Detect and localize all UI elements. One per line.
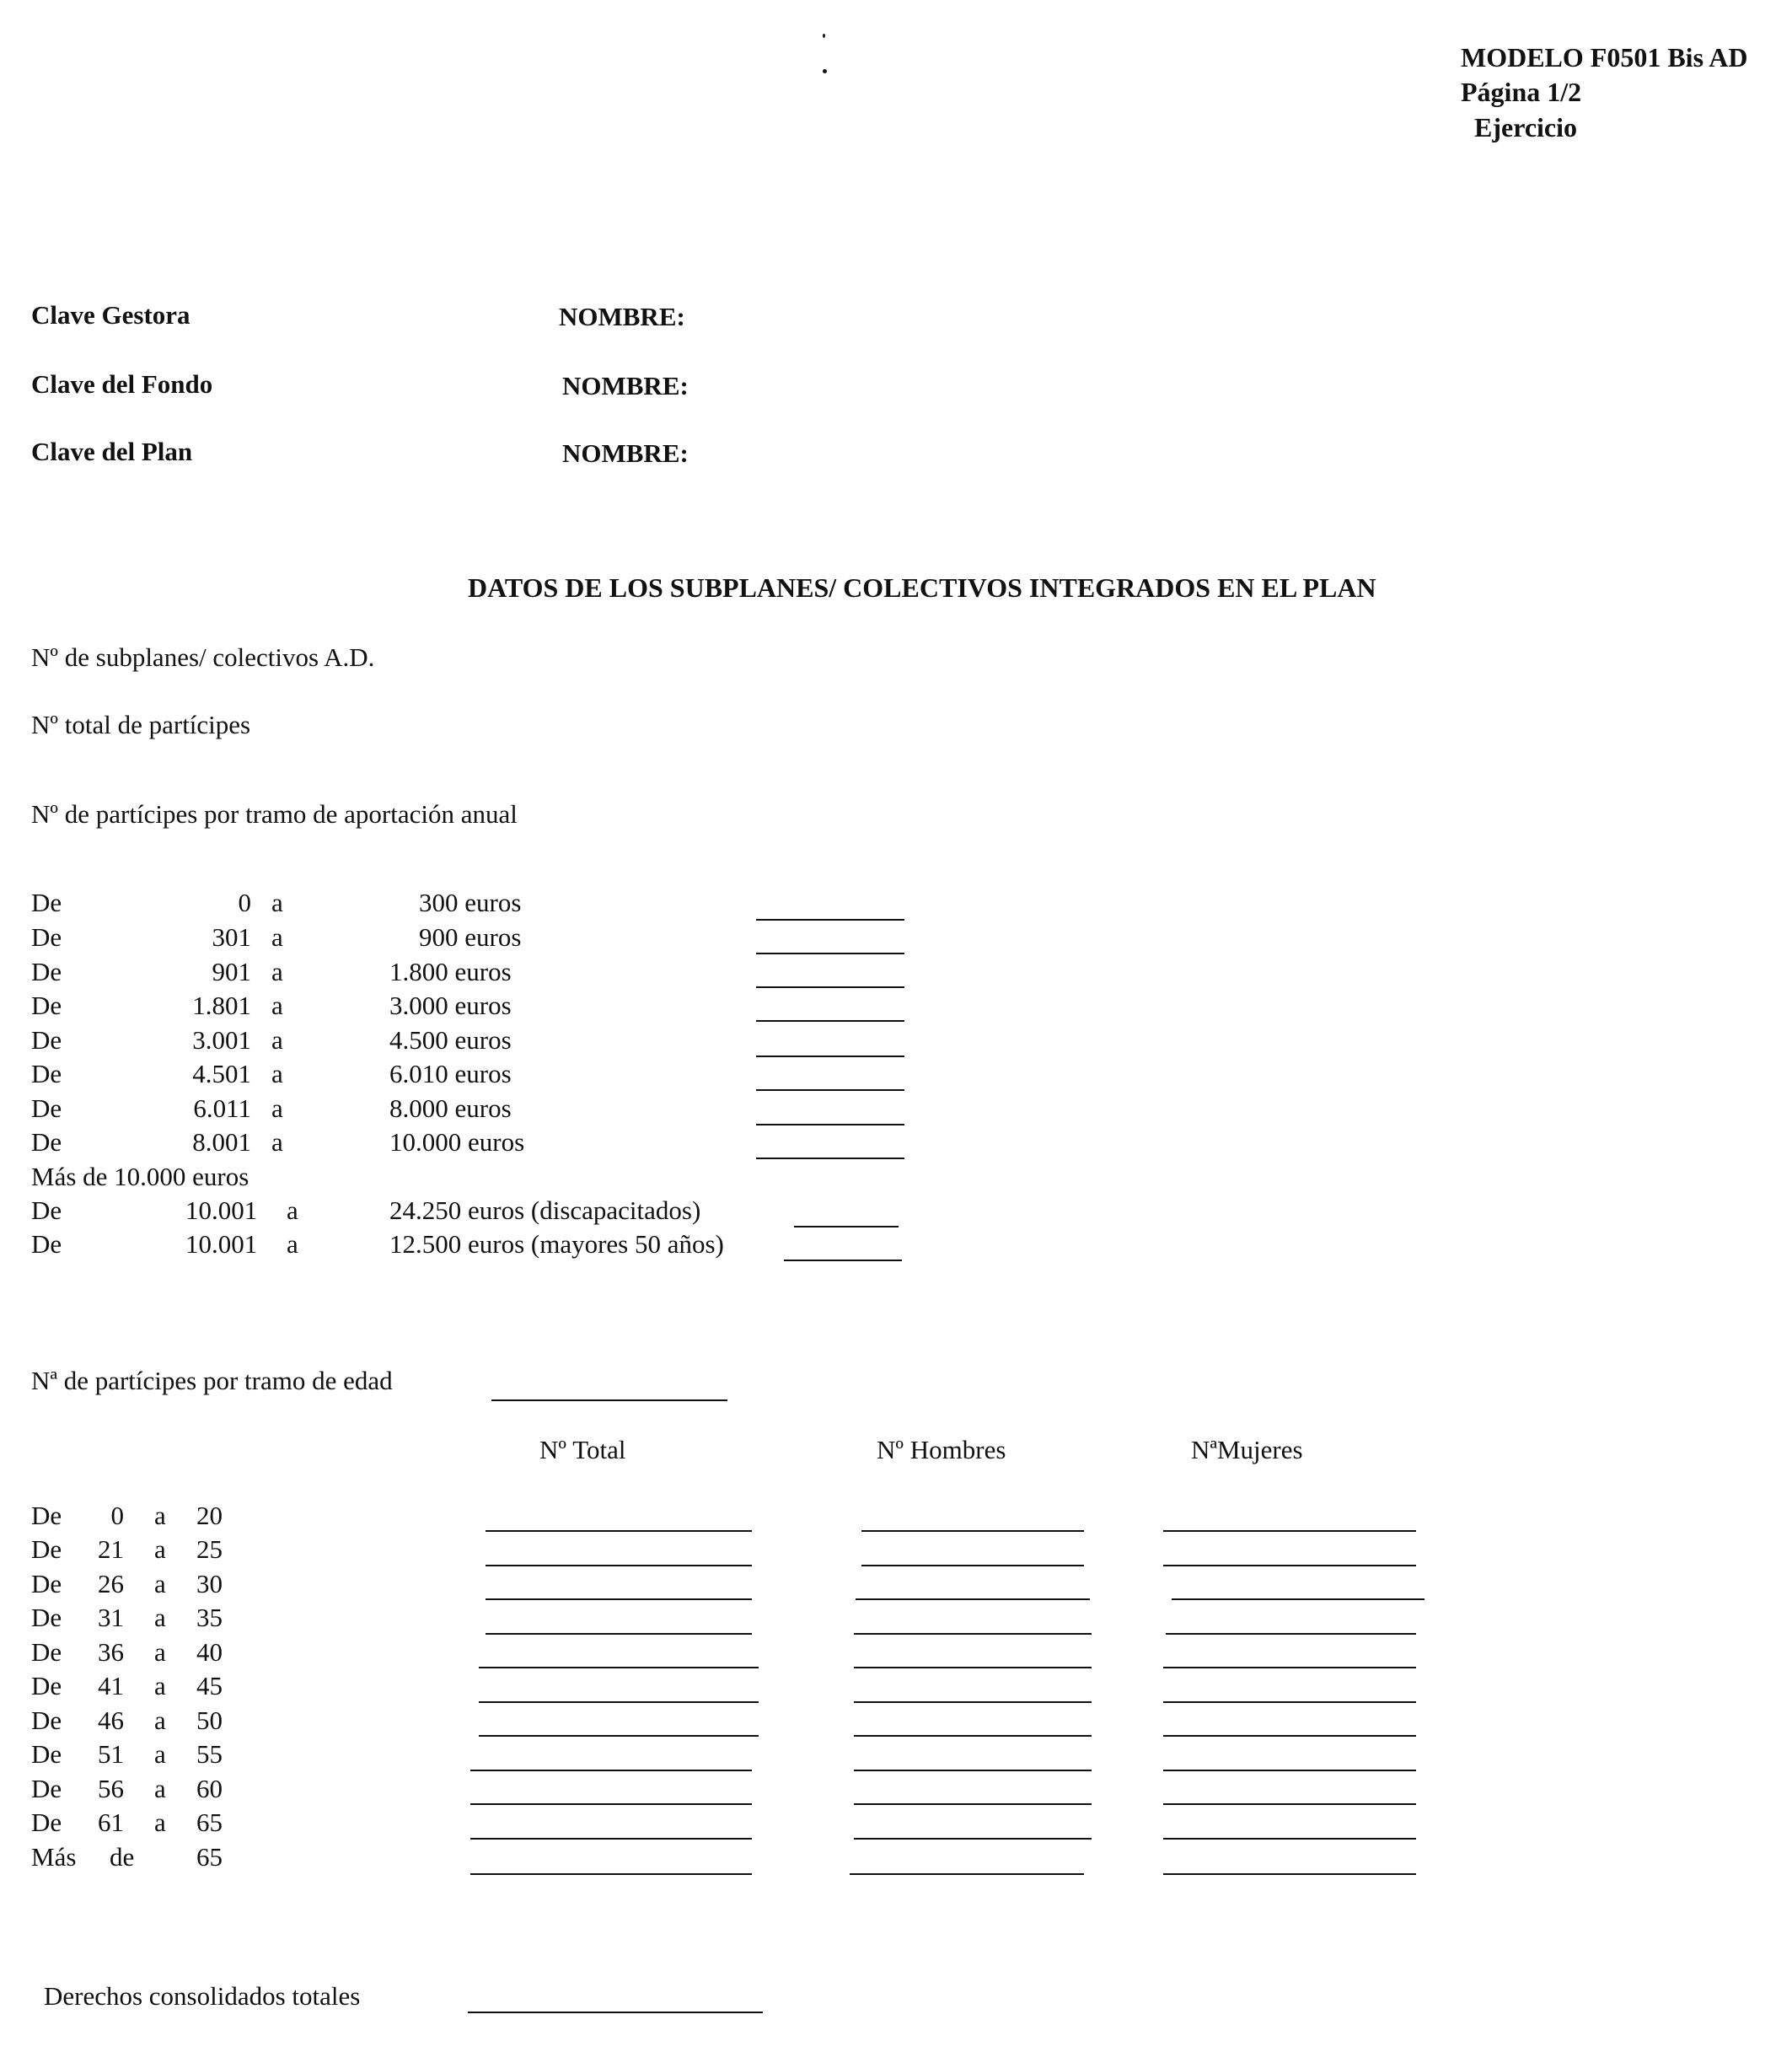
age-row-de: De: [31, 1739, 62, 1769]
rights-label: Derechos consolidados totales: [44, 1981, 361, 2011]
col-total-header: Nº Total: [539, 1435, 626, 1464]
age-row-a: a: [154, 1808, 166, 1837]
row-de: De: [31, 1127, 62, 1157]
age-row-to: 25: [196, 1534, 223, 1564]
row-a: a: [271, 922, 283, 952]
row-from: 4.501: [192, 1059, 251, 1088]
age-row-from: 41: [98, 1671, 124, 1700]
plan-key-label: Clave del Plan: [31, 437, 193, 466]
row-from: 0: [238, 888, 251, 917]
age-row-de: De: [31, 1671, 62, 1700]
age-total-blank[interactable]: [479, 1701, 759, 1703]
row-from: 10.001: [185, 1195, 258, 1225]
age-row-de: De: [31, 1808, 62, 1837]
row-to: 300 euros: [419, 888, 522, 917]
row-de: De: [31, 922, 62, 952]
age-women-blank[interactable]: [1166, 1633, 1416, 1635]
age-row-to: 20: [196, 1501, 223, 1530]
age-men-blank[interactable]: [850, 1873, 1084, 1875]
section-title: DATOS DE LOS SUBPLANES/ COLECTIVOS INTEGRADOS EN EL PLAN: [468, 572, 1376, 603]
row-to: 8.000 euros: [389, 1093, 512, 1123]
row-a: a: [287, 1195, 298, 1225]
age-women-blank[interactable]: [1163, 1735, 1416, 1737]
scan-mark: [823, 34, 825, 38]
total-participes-label: Nº total de partícipes: [31, 710, 251, 739]
age-women-blank[interactable]: [1172, 1598, 1424, 1600]
contribution-blank[interactable]: [784, 1260, 902, 1261]
row-to: 4.500 euros: [389, 1025, 512, 1055]
gestora-name-label: NOMBRE:: [559, 302, 685, 331]
fondo-key-label: Clave del Fondo: [31, 369, 213, 399]
age-row-de: De: [31, 1774, 62, 1803]
row-a: a: [271, 1025, 283, 1055]
row-de: De: [31, 1059, 62, 1088]
row-to: 12.500 euros (mayores 50 años): [389, 1229, 724, 1259]
age-men-blank[interactable]: [861, 1530, 1084, 1532]
age-row-to: 65: [196, 1808, 223, 1837]
age-row-from: 21: [98, 1534, 124, 1564]
age-row-de: De: [31, 1534, 62, 1564]
age-row-de: De: [31, 1569, 62, 1598]
row-a: a: [271, 957, 283, 986]
model-code: MODELO F0501 Bis AD: [1461, 42, 1748, 73]
age-row-de: De: [31, 1501, 62, 1530]
contribution-blank[interactable]: [756, 1089, 904, 1091]
age-women-blank[interactable]: [1163, 1838, 1416, 1840]
row-to: 3.000 euros: [389, 991, 512, 1020]
age-total-blank[interactable]: [491, 1399, 727, 1401]
gestora-key-label: Clave Gestora: [31, 300, 190, 330]
row-de: De: [31, 888, 62, 917]
row-a: a: [271, 1059, 283, 1088]
age-row-from: 46: [98, 1706, 124, 1735]
age-row-from: 61: [98, 1808, 124, 1837]
age-women-blank[interactable]: [1163, 1873, 1416, 1875]
age-men-blank[interactable]: [854, 1633, 1092, 1635]
age-row-from: 56: [98, 1774, 124, 1803]
fondo-name-label: NOMBRE:: [562, 371, 689, 400]
col-women-header: NªMujeres: [1191, 1435, 1303, 1464]
scan-mark: [823, 69, 827, 73]
age-men-blank[interactable]: [854, 1770, 1092, 1771]
row-from: 10.001: [185, 1229, 258, 1259]
age-row-from: 0: [110, 1501, 124, 1530]
age-row-to: 30: [196, 1569, 223, 1598]
row-de: De: [31, 1025, 62, 1055]
row-de: De: [31, 1229, 62, 1259]
age-total-blank[interactable]: [486, 1530, 752, 1532]
year-label: Ejercicio: [1474, 112, 1578, 142]
row-a: a: [271, 991, 283, 1020]
age-title: Nª de partícipes por tramo de edad: [31, 1366, 393, 1395]
row-from: 3.001: [192, 1025, 251, 1055]
row-a: a: [271, 888, 283, 917]
age-row-de: Más: [31, 1842, 77, 1872]
age-row-a: a: [154, 1739, 166, 1769]
row-from: 901: [212, 957, 251, 986]
age-women-blank[interactable]: [1163, 1667, 1416, 1668]
age-row-a: a: [154, 1637, 166, 1667]
contribution-blank[interactable]: [794, 1226, 899, 1227]
row-a: a: [271, 1127, 283, 1157]
age-men-blank[interactable]: [854, 1701, 1092, 1703]
age-row-to: 60: [196, 1774, 223, 1803]
age-men-blank[interactable]: [854, 1667, 1092, 1668]
contribution-blank[interactable]: [756, 953, 904, 954]
contribution-blank[interactable]: [756, 919, 904, 921]
age-women-blank[interactable]: [1163, 1530, 1416, 1532]
age-row-to: 50: [196, 1706, 223, 1735]
rights-blank[interactable]: [468, 2012, 763, 2013]
age-row-a: a: [154, 1603, 166, 1632]
over-10000-label: Más de 10.000 euros: [31, 1162, 249, 1191]
age-row-a: a: [154, 1569, 166, 1598]
contribution-blank[interactable]: [756, 1020, 904, 1022]
age-row-a: a: [154, 1671, 166, 1700]
contribution-blank[interactable]: [756, 1056, 904, 1057]
age-women-blank[interactable]: [1163, 1803, 1416, 1805]
age-total-blank[interactable]: [470, 1838, 752, 1840]
age-men-blank[interactable]: [854, 1838, 1092, 1840]
age-total-blank[interactable]: [470, 1873, 752, 1875]
row-from: 8.001: [192, 1127, 251, 1157]
contribution-title: Nº de partícipes por tramo de aportación anual: [31, 799, 518, 829]
age-row-a: a: [154, 1774, 166, 1803]
age-row-from: 31: [98, 1603, 124, 1632]
age-row-a: a: [154, 1534, 166, 1564]
row-de: De: [31, 991, 62, 1020]
age-total-blank[interactable]: [470, 1770, 752, 1771]
age-row-to: 55: [196, 1739, 223, 1769]
age-men-blank[interactable]: [854, 1735, 1092, 1737]
age-row-to: 40: [196, 1637, 223, 1667]
age-row-from: de: [110, 1842, 135, 1872]
contribution-blank[interactable]: [756, 1124, 904, 1125]
age-total-blank[interactable]: [486, 1633, 752, 1635]
age-men-blank[interactable]: [861, 1565, 1084, 1566]
row-a: a: [287, 1229, 298, 1259]
age-total-blank[interactable]: [479, 1667, 759, 1668]
age-row-from: 51: [98, 1739, 124, 1769]
age-row-from: 36: [98, 1637, 124, 1667]
age-row-from: 26: [98, 1569, 124, 1598]
age-row-to: 45: [196, 1671, 223, 1700]
age-row-to: 35: [196, 1603, 223, 1632]
row-to: 900 euros: [419, 922, 522, 952]
age-total-blank[interactable]: [486, 1565, 752, 1566]
col-men-header: Nº Hombres: [877, 1435, 1006, 1464]
row-de: De: [31, 957, 62, 986]
age-women-blank[interactable]: [1163, 1770, 1416, 1771]
row-to: 10.000 euros: [389, 1127, 525, 1157]
row-from: 301: [212, 922, 251, 952]
age-total-blank[interactable]: [470, 1803, 752, 1805]
age-row-de: De: [31, 1637, 62, 1667]
row-to: 1.800 euros: [389, 957, 512, 986]
row-de: De: [31, 1195, 62, 1225]
row-from: 1.801: [192, 991, 251, 1020]
num-subplanes-label: Nº de subplanes/ colectivos A.D.: [31, 642, 375, 672]
row-to: 6.010 euros: [389, 1059, 512, 1088]
age-row-to: 65: [196, 1842, 223, 1872]
row-from: 6.011: [193, 1093, 251, 1123]
age-total-blank[interactable]: [486, 1598, 752, 1600]
page-number: Página 1/2: [1461, 77, 1582, 107]
row-to: 24.250 euros (discapacitados): [389, 1195, 701, 1225]
age-row-de: De: [31, 1706, 62, 1735]
age-women-blank[interactable]: [1163, 1565, 1416, 1566]
age-women-blank[interactable]: [1163, 1701, 1416, 1703]
contribution-blank[interactable]: [756, 986, 904, 988]
row-a: a: [271, 1093, 283, 1123]
age-men-blank[interactable]: [856, 1598, 1090, 1600]
age-men-blank[interactable]: [854, 1803, 1092, 1805]
contribution-blank[interactable]: [756, 1158, 904, 1159]
row-de: De: [31, 1093, 62, 1123]
age-total-blank[interactable]: [479, 1735, 759, 1737]
age-row-a: a: [154, 1706, 166, 1735]
age-row-a: a: [154, 1501, 166, 1530]
age-row-de: De: [31, 1603, 62, 1632]
plan-name-label: NOMBRE:: [562, 438, 689, 468]
